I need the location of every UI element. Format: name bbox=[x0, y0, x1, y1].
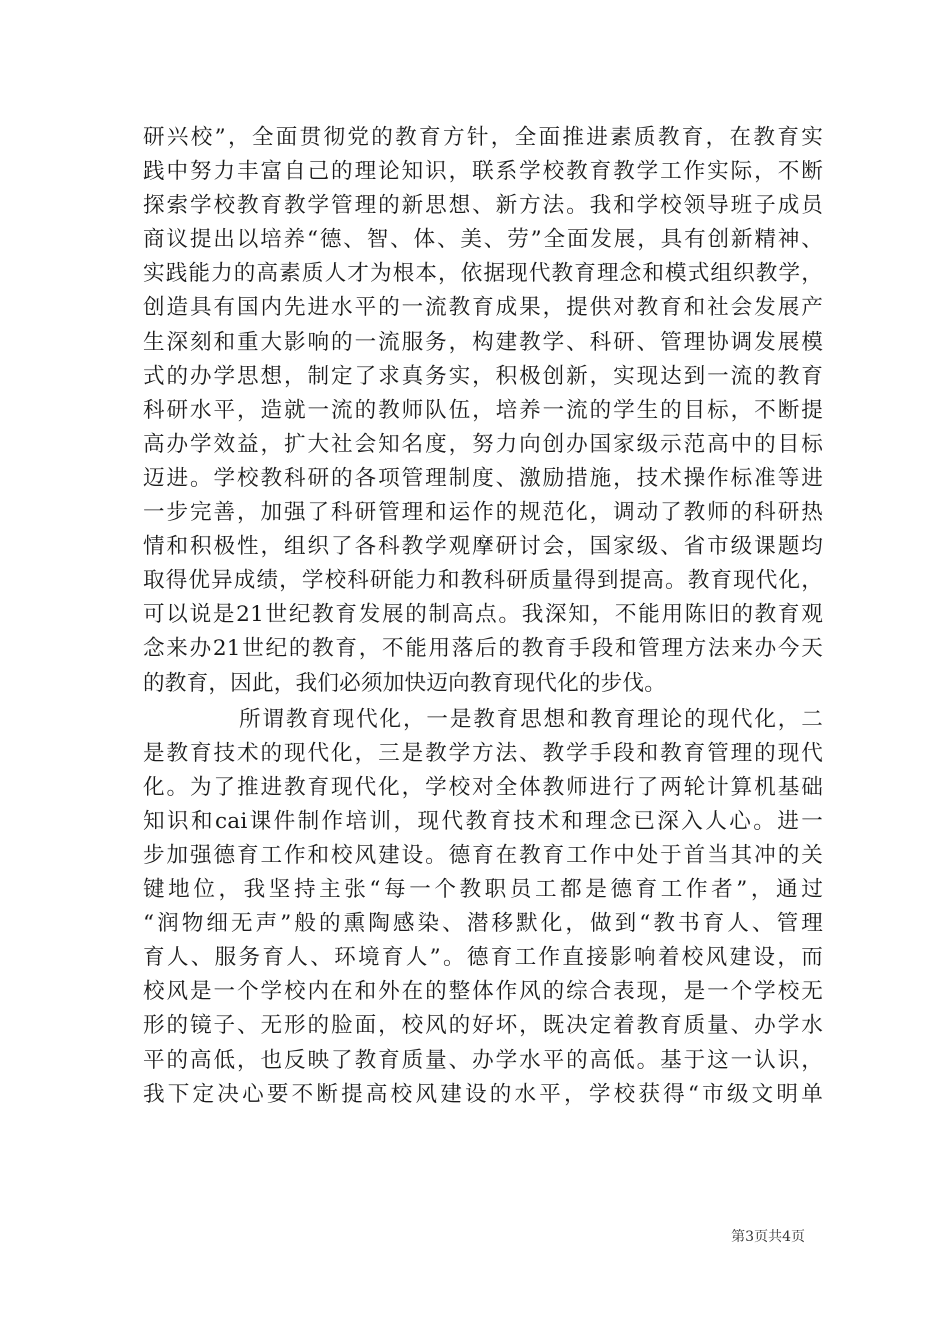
text-line: 研兴校”，全面贯彻党的教育方针，全面推进素质教育，在教育实 bbox=[143, 125, 823, 150]
text-line: 平的高低，也反映了教育质量、办学水平的高低。基于这一认识， bbox=[143, 1047, 823, 1073]
text-line: 实践能力的高素质人才为根本，依据现代教育理念和模式组织教学， bbox=[143, 261, 823, 287]
text-line: 迈进。学校教科研的各项管理制度、激励措施，技术操作标准等进 bbox=[143, 465, 823, 491]
text-line: 践中努力丰富自己的理论知识，联系学校教育教学工作实际，不断 bbox=[143, 159, 823, 185]
text-line: 取得优异成绩，学校科研能力和教科研质量得到提高。教育现代化， bbox=[143, 568, 823, 594]
text-line: 校风是一个学校内在和外在的整体作风的综合表现，是一个学校无 bbox=[143, 979, 823, 1005]
text-line: 的教育，因此，我们必须加快迈向教育现代化的步伐。 bbox=[143, 670, 667, 696]
text-line: 是教育技术的现代化，三是教学方法、教学手段和教育管理的现代 bbox=[143, 740, 823, 766]
text-line: 形的镜子、无形的脸面，校风的好坏，既决定着教育质量、办学水 bbox=[143, 1013, 823, 1039]
text-line: 步加强德育工作和校风建设。德育在教育工作中处于首当其冲的关 bbox=[143, 842, 823, 868]
document-page bbox=[143, 121, 823, 1112]
text-line: 化。为了推进教育现代化，学校对全体教师进行了两轮计算机基础 bbox=[143, 774, 823, 800]
text-line: 我下定决心要不断提高校风建设的水平，学校获得“市级文明单 bbox=[143, 1081, 823, 1107]
text-line: 一步完善，加强了科研管理和运作的规范化，调动了教师的科研热 bbox=[143, 500, 823, 526]
text-line: 念来办21世纪的教育，不能用落后的教育手段和管理方法来办今天 bbox=[143, 636, 823, 662]
text-line: 探索学校教育教学管理的新思想、新方法。我和学校领导班子成员 bbox=[143, 193, 823, 219]
text-line: “润物细无声”般的熏陶感染、潜移默化，做到“教书育人、管理 bbox=[143, 911, 823, 937]
text-line: 所谓教育现代化，一是教育思想和教育理论的现代化，二 bbox=[239, 706, 823, 732]
text-line: 知识和cai课件制作培训，现代教育技术和理念已深入人心。进一 bbox=[143, 808, 823, 834]
text-line: 情和积极性，组织了各科教学观摩研讨会，国家级、省市级课题均 bbox=[143, 534, 823, 560]
paragraph-1 bbox=[143, 121, 823, 701]
text-line: 科研水平，造就一流的教师队伍，培养一流的学生的目标，不断提 bbox=[143, 397, 823, 423]
text-line: 创造具有国内先进水平的一流教育成果，提供对教育和社会发展产 bbox=[143, 295, 823, 321]
text-line: 键地位，我坚持主张“每一个教职员工都是德育工作者”，通过 bbox=[143, 877, 823, 903]
text-line: 高办学效益，扩大社会知名度，努力向创办国家级示范高中的目标 bbox=[143, 431, 823, 457]
text-line: 可以说是21世纪教育发展的制高点。我深知，不能用陈旧的教育观 bbox=[143, 602, 823, 628]
text-line: 商议提出以培养“德、智、体、美、劳”全面发展，具有创新精神、 bbox=[143, 227, 823, 253]
text-line: 生深刻和重大影响的一流服务，构建教学、科研、管理协调发展模 bbox=[143, 329, 823, 355]
paragraph-2 bbox=[143, 703, 823, 1112]
text-line: 育人、服务育人、环境育人”。德育工作直接影响着校风建设，而 bbox=[143, 945, 823, 971]
text-line: 式的办学思想，制定了求真务实，积极创新，实现达到一流的教育 bbox=[143, 363, 823, 389]
page-indicator: 第3页共4页 bbox=[731, 1229, 805, 1245]
